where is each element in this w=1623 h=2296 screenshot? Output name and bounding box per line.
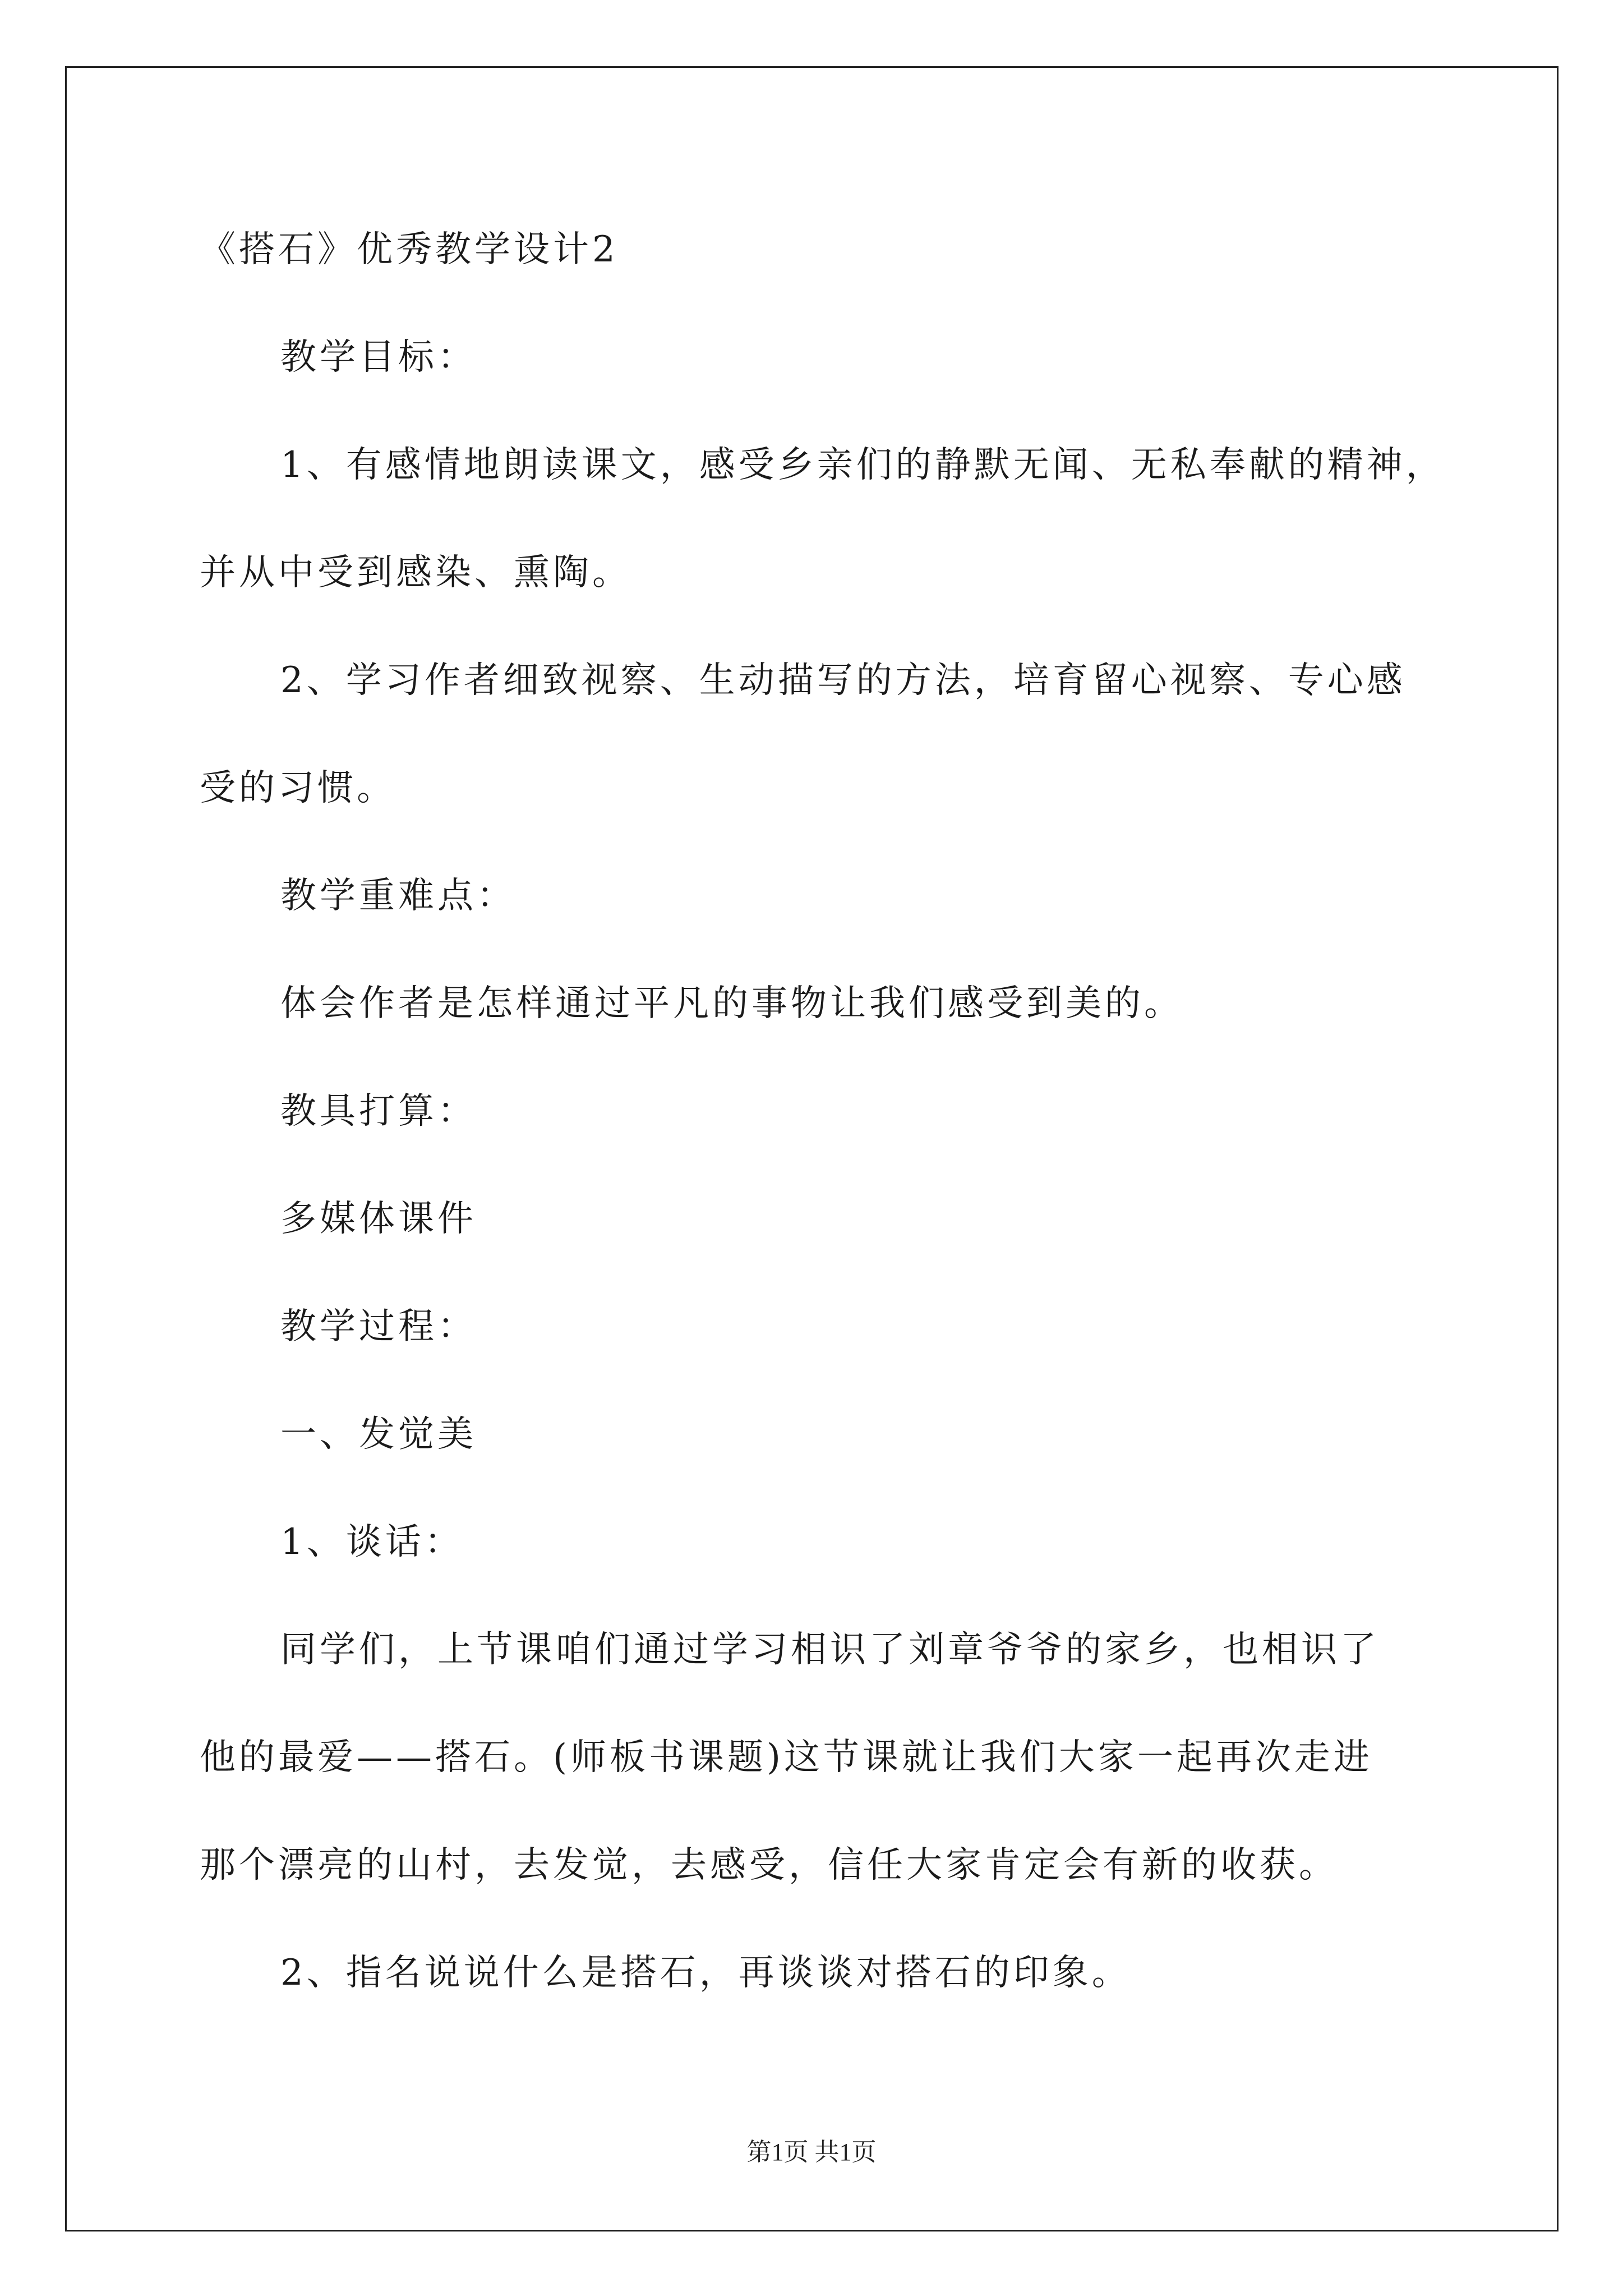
paragraph-line: 2、学习作者细致视察、生动描写的方法，培育留心视察、专心感 (280, 660, 1406, 701)
paragraph-line: 体会作者是怎样通过平凡的事物让我们感受到美的。 (280, 983, 1183, 1024)
paragraph-line: 1、有感情地朗读课文，感受乡亲们的静默无闻、无私奉献的精神， (280, 444, 1445, 486)
paragraph-line: 他的最爱——搭石。(师板书课题)这节课就让我们大家一起再次走进 (200, 1737, 1373, 1778)
paragraph-line: 受的习惯。 (200, 767, 396, 809)
page-border (65, 66, 1559, 2231)
heading-process: 教学过程： (280, 1306, 477, 1347)
heading-teaching-aids: 教具打算： (280, 1091, 477, 1132)
heading-objectives: 教学目标： (280, 337, 477, 378)
document-title: 《搭石》优秀教学设计2 (200, 229, 619, 270)
paragraph-line: 1、谈话： (280, 1521, 464, 1563)
paragraph-line: 并从中受到感染、熏陶。 (200, 552, 631, 593)
paragraph-line: 同学们，上节课咱们通过学习相识了刘章爷爷的家乡，也相识了 (280, 1629, 1380, 1671)
section-heading: 一、发觉美 (280, 1414, 477, 1455)
paragraph-line: 2、指名说说什么是搭石，再谈谈对搭石的印象。 (280, 1952, 1131, 1994)
heading-key-points: 教学重难点： (280, 875, 516, 917)
paragraph-line: 那个漂亮的山村，去发觉，去感受，信任大家肯定会有新的收获。 (200, 1844, 1338, 1886)
page-number: 第1页 共1页 (746, 2138, 877, 2166)
paragraph-line: 多媒体课件 (280, 1198, 477, 1240)
